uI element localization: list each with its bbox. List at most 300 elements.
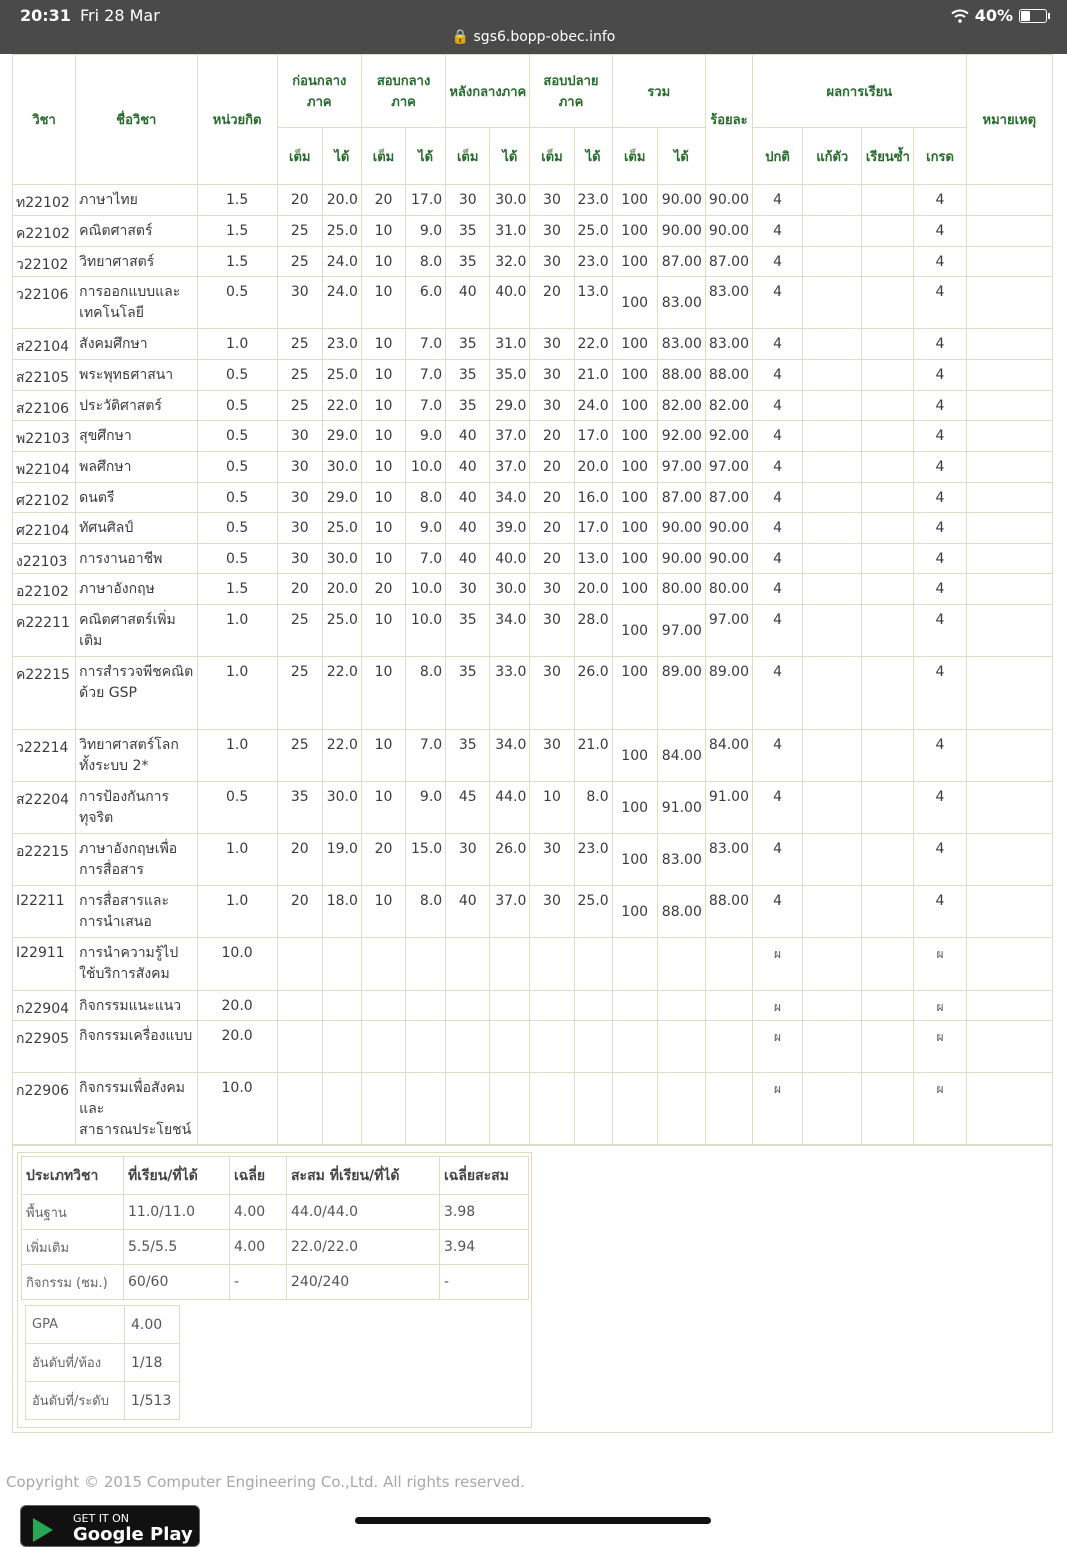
subject-name: กิจกรรมเพื่อสังคมและสาธารณประโยชน์	[76, 1073, 197, 1146]
table-row	[13, 938, 1053, 991]
remark	[966, 605, 1052, 657]
final-full: 20	[530, 452, 574, 483]
total-got: 87.00	[657, 247, 705, 277]
result-repeat	[862, 277, 914, 329]
header-midterm: สอบกลางภาค	[361, 55, 445, 128]
subject-code: พ22103	[13, 421, 76, 452]
pre-midterm-full: 20	[277, 574, 322, 605]
total-got: 90.00	[657, 216, 705, 247]
midterm-full: 10	[361, 360, 405, 391]
status-date: Fri 28 Mar	[80, 6, 160, 25]
final-got: 25.0	[574, 886, 612, 938]
grade: 4	[914, 247, 966, 277]
table-row	[13, 247, 1053, 277]
summary-type: เพิ่มเติม	[22, 1230, 124, 1265]
grade: 4	[914, 544, 966, 574]
remark	[966, 513, 1052, 544]
midterm-full: 10	[361, 452, 405, 483]
final-got: 17.0	[574, 513, 612, 544]
final-full: 30	[530, 730, 574, 782]
remark	[966, 938, 1052, 991]
percent: 87.00	[705, 247, 752, 277]
percent: 84.00	[705, 730, 752, 782]
result-repeat	[862, 391, 914, 421]
pre-midterm-full: 25	[277, 391, 322, 421]
credits: 10.0	[197, 938, 277, 991]
grade-rows	[13, 185, 1053, 1146]
grade: 4	[914, 421, 966, 452]
table-row	[13, 513, 1053, 544]
summary-average: 4.00	[230, 1195, 287, 1230]
google-play-badge[interactable]	[20, 1505, 200, 1547]
total-full	[612, 991, 657, 1021]
midterm-got: 7.0	[406, 360, 446, 391]
credits: 10.0	[197, 1073, 277, 1146]
final-full	[530, 991, 574, 1021]
grade: 4	[914, 391, 966, 421]
remark	[966, 391, 1052, 421]
total-got: 88.00	[657, 360, 705, 391]
result-repeat	[862, 483, 914, 513]
percent: 90.00	[705, 185, 752, 216]
percent	[705, 938, 752, 991]
final-full: 30	[530, 574, 574, 605]
total-full	[612, 1021, 657, 1073]
final-full: 20	[530, 483, 574, 513]
final-got: 13.0	[574, 544, 612, 574]
status-bar	[0, 0, 1067, 54]
remark	[966, 421, 1052, 452]
result-repeat	[862, 329, 914, 360]
result-correction	[803, 574, 862, 605]
final-full: 30	[530, 391, 574, 421]
post-midterm-full: 40	[446, 544, 490, 574]
post-midterm-got	[490, 1021, 530, 1073]
result-correction	[803, 277, 862, 329]
midterm-full: 10	[361, 247, 405, 277]
percent	[705, 991, 752, 1021]
final-got: 13.0	[574, 277, 612, 329]
summary-cumulative-average: 3.94	[440, 1230, 529, 1265]
remark	[966, 277, 1052, 329]
header-results: ผลการเรียน	[753, 55, 967, 128]
result-normal: 4	[753, 834, 803, 886]
post-midterm-got: 40.0	[490, 544, 530, 574]
post-midterm-full: 35	[446, 730, 490, 782]
total-got	[657, 1073, 705, 1146]
remark	[966, 991, 1052, 1021]
result-correction	[803, 421, 862, 452]
total-got: 88.00	[657, 886, 705, 938]
summary-header-average: เฉลี่ย	[230, 1157, 287, 1195]
percent: 97.00	[705, 605, 752, 657]
total-full: 100	[612, 730, 657, 782]
header-full: เต็ม	[530, 128, 574, 185]
percent: 80.00	[705, 574, 752, 605]
percent	[705, 1073, 752, 1146]
pre-midterm-got: 30.0	[322, 544, 361, 574]
url-text: sgs6.bopp-obec.info	[473, 29, 616, 45]
post-midterm-full: 35	[446, 216, 490, 247]
post-midterm-got: 39.0	[490, 513, 530, 544]
copyright-text: Copyright © 2015 Computer Engineering Co.,Ltd. All rights reserved.	[6, 1473, 525, 1491]
post-midterm-got: 35.0	[490, 360, 530, 391]
rank-class-label: อันดับที่/ห้อง	[26, 1344, 125, 1382]
badge-large-text: Google Play	[73, 1524, 193, 1545]
total-full: 100	[612, 391, 657, 421]
post-midterm-got: 29.0	[490, 391, 530, 421]
credits: 0.5	[197, 544, 277, 574]
result-correction	[803, 1073, 862, 1146]
final-full: 30	[530, 185, 574, 216]
final-full: 30	[530, 657, 574, 730]
subject-code: ส22106	[13, 391, 76, 421]
subject-name: พลศึกษา	[76, 452, 197, 483]
result-repeat	[862, 1021, 914, 1073]
grade: 4	[914, 730, 966, 782]
pre-midterm-got: 23.0	[322, 329, 361, 360]
result-repeat	[862, 605, 914, 657]
pre-midterm-got: 20.0	[322, 185, 361, 216]
result-repeat	[862, 730, 914, 782]
remark	[966, 782, 1052, 834]
result-correction	[803, 329, 862, 360]
percent: 83.00	[705, 834, 752, 886]
grade: 4	[914, 216, 966, 247]
post-midterm-full: 30	[446, 834, 490, 886]
result-normal: 4	[753, 513, 803, 544]
summary-cumulative-average: -	[440, 1265, 529, 1300]
pre-midterm-got: 25.0	[322, 216, 361, 247]
result-normal: 4	[753, 391, 803, 421]
table-row	[13, 329, 1053, 360]
total-got: 90.00	[657, 185, 705, 216]
pre-midterm-full	[277, 1073, 322, 1146]
total-got: 83.00	[657, 329, 705, 360]
result-normal: 4	[753, 730, 803, 782]
total-full: 100	[612, 513, 657, 544]
table-row	[13, 277, 1053, 329]
total-full: 100	[612, 185, 657, 216]
rank-level-label: อันดับที่/ระดับ	[26, 1382, 125, 1420]
summary-studied: 11.0/11.0	[124, 1195, 230, 1230]
midterm-full	[361, 1021, 405, 1073]
percent: 97.00	[705, 452, 752, 483]
total-full: 100	[612, 657, 657, 730]
total-got: 82.00	[657, 391, 705, 421]
percent: 83.00	[705, 329, 752, 360]
post-midterm-got: 37.0	[490, 886, 530, 938]
result-normal: ผ	[753, 1021, 803, 1073]
pre-midterm-got: 25.0	[322, 605, 361, 657]
credits: 1.0	[197, 605, 277, 657]
grade: 4	[914, 574, 966, 605]
midterm-full: 10	[361, 277, 405, 329]
midterm-got: 17.0	[406, 185, 446, 216]
post-midterm-full	[446, 1073, 490, 1146]
midterm-full	[361, 938, 405, 991]
post-midterm-got: 31.0	[490, 216, 530, 247]
credits: 1.0	[197, 329, 277, 360]
header-got: ได้	[322, 128, 361, 185]
summary-cumulative: 240/240	[287, 1265, 440, 1300]
subject-name: ประวัติศาสตร์	[76, 391, 197, 421]
table-row	[13, 605, 1053, 657]
result-normal: ผ	[753, 1073, 803, 1146]
pre-midterm-got: 18.0	[322, 886, 361, 938]
subject-name: การออกแบบและเทคโนโลยี	[76, 277, 197, 329]
remark	[966, 834, 1052, 886]
subject-code: I22211	[13, 886, 76, 938]
pre-midterm-full: 25	[277, 360, 322, 391]
remark	[966, 329, 1052, 360]
pre-midterm-full: 30	[277, 483, 322, 513]
subject-code: ว22102	[13, 247, 76, 277]
midterm-full: 20	[361, 574, 405, 605]
result-normal: ผ	[753, 991, 803, 1021]
subject-name: คณิตศาสตร์	[76, 216, 197, 247]
post-midterm-got: 26.0	[490, 834, 530, 886]
summary-header-studied: ที่เรียน/ที่ได้	[124, 1157, 230, 1195]
final-got	[574, 938, 612, 991]
credits: 0.5	[197, 277, 277, 329]
percent: 92.00	[705, 421, 752, 452]
midterm-full: 10	[361, 605, 405, 657]
subject-name: การงานอาชีพ	[76, 544, 197, 574]
post-midterm-full: 40	[446, 452, 490, 483]
subject-code: ง22103	[13, 544, 76, 574]
midterm-full: 10	[361, 421, 405, 452]
final-full	[530, 1073, 574, 1146]
pre-midterm-got: 24.0	[322, 247, 361, 277]
midterm-got: 8.0	[406, 483, 446, 513]
post-midterm-got	[490, 1073, 530, 1146]
total-got: 97.00	[657, 452, 705, 483]
subject-code: ส22105	[13, 360, 76, 391]
final-got: 21.0	[574, 730, 612, 782]
final-full	[530, 1021, 574, 1073]
total-got: 83.00	[657, 834, 705, 886]
percent: 90.00	[705, 513, 752, 544]
gpa-value: 4.00	[125, 1306, 180, 1344]
summary-average: 4.00	[230, 1230, 287, 1265]
remark	[966, 247, 1052, 277]
post-midterm-full: 35	[446, 360, 490, 391]
subject-code: ค22215	[13, 657, 76, 730]
pre-midterm-got: 20.0	[322, 574, 361, 605]
post-midterm-full	[446, 1021, 490, 1073]
total-got	[657, 938, 705, 991]
percent: 88.00	[705, 360, 752, 391]
result-correction	[803, 938, 862, 991]
post-midterm-full: 45	[446, 782, 490, 834]
final-got: 28.0	[574, 605, 612, 657]
percent: 91.00	[705, 782, 752, 834]
table-row	[13, 421, 1053, 452]
midterm-full: 10	[361, 329, 405, 360]
result-repeat	[862, 574, 914, 605]
summary-average: -	[230, 1265, 287, 1300]
total-full: 100	[612, 360, 657, 391]
result-normal: 4	[753, 452, 803, 483]
credits: 0.5	[197, 483, 277, 513]
subject-name: ภาษาอังกฤษ	[76, 574, 197, 605]
summary-row	[22, 1265, 529, 1300]
post-midterm-full: 30	[446, 185, 490, 216]
grade: 4	[914, 513, 966, 544]
subject-name: การนำความรู้ไปใช้บริการสังคม	[76, 938, 197, 991]
result-repeat	[862, 452, 914, 483]
final-full: 20	[530, 544, 574, 574]
post-midterm-got: 37.0	[490, 452, 530, 483]
final-full: 30	[530, 360, 574, 391]
table-row	[13, 216, 1053, 247]
table-row	[13, 886, 1053, 938]
result-correction	[803, 605, 862, 657]
percent: 83.00	[705, 277, 752, 329]
post-midterm-got: 40.0	[490, 277, 530, 329]
summary-header-type: ประเภทวิชา	[22, 1157, 124, 1195]
table-row	[13, 544, 1053, 574]
midterm-got: 10.0	[406, 605, 446, 657]
total-got: 83.00	[657, 277, 705, 329]
rank-class-value: 1/18	[125, 1344, 180, 1382]
summary-cumulative: 44.0/44.0	[287, 1195, 440, 1230]
credits: 1.5	[197, 185, 277, 216]
pre-midterm-got: 22.0	[322, 657, 361, 730]
result-normal: 4	[753, 185, 803, 216]
pre-midterm-full	[277, 1021, 322, 1073]
subject-code: อ22215	[13, 834, 76, 886]
midterm-got	[406, 1073, 446, 1146]
post-midterm-full: 35	[446, 391, 490, 421]
midterm-got	[406, 938, 446, 991]
pre-midterm-full: 30	[277, 513, 322, 544]
percent	[705, 1021, 752, 1073]
midterm-full: 10	[361, 216, 405, 247]
result-correction	[803, 247, 862, 277]
address-bar[interactable]	[0, 29, 1067, 45]
subject-name: กิจกรรมเครื่องแบบ	[76, 1021, 197, 1073]
pre-midterm-got: 24.0	[322, 277, 361, 329]
table-row	[13, 1021, 1053, 1073]
midterm-full: 10	[361, 544, 405, 574]
total-full: 100	[612, 483, 657, 513]
status-time: 20:31	[20, 6, 71, 25]
pre-midterm-full: 30	[277, 452, 322, 483]
grade: 4	[914, 657, 966, 730]
post-midterm-got: 34.0	[490, 483, 530, 513]
total-full	[612, 1073, 657, 1146]
pre-midterm-full: 20	[277, 185, 322, 216]
pre-midterm-full: 30	[277, 277, 322, 329]
header-correction: แก้ตัว	[803, 128, 862, 185]
summary-type: พื้นฐาน	[22, 1195, 124, 1230]
summary-cumulative-average: 3.98	[440, 1195, 529, 1230]
post-midterm-got: 34.0	[490, 605, 530, 657]
grade: 4	[914, 886, 966, 938]
grade: 4	[914, 277, 966, 329]
total-got: 92.00	[657, 421, 705, 452]
subject-code: ก22906	[13, 1073, 76, 1146]
final-got: 20.0	[574, 452, 612, 483]
grade: 4	[914, 483, 966, 513]
final-full: 30	[530, 216, 574, 247]
pre-midterm-full: 35	[277, 782, 322, 834]
subject-name: สุขศึกษา	[76, 421, 197, 452]
total-got: 90.00	[657, 544, 705, 574]
header-full: เต็ม	[361, 128, 405, 185]
remark	[966, 185, 1052, 216]
midterm-got: 7.0	[406, 329, 446, 360]
header-remark: หมายเหตุ	[966, 55, 1052, 185]
result-repeat	[862, 657, 914, 730]
subject-code: ส22104	[13, 329, 76, 360]
pre-midterm-full: 25	[277, 730, 322, 782]
grade: ผ	[914, 991, 966, 1021]
result-correction	[803, 544, 862, 574]
rank-level-row	[26, 1382, 180, 1420]
subject-code: I22911	[13, 938, 76, 991]
pre-midterm-got	[322, 1021, 361, 1073]
result-repeat	[862, 513, 914, 544]
header-total: รวม	[612, 55, 705, 128]
summary-header-cumulative: สะสม ที่เรียน/ที่ได้	[287, 1157, 440, 1195]
pre-midterm-got	[322, 991, 361, 1021]
total-full: 100	[612, 886, 657, 938]
result-repeat	[862, 216, 914, 247]
result-correction	[803, 991, 862, 1021]
final-got	[574, 1073, 612, 1146]
post-midterm-got: 30.0	[490, 574, 530, 605]
final-got: 16.0	[574, 483, 612, 513]
home-indicator[interactable]	[355, 1517, 711, 1524]
gpa-table	[25, 1305, 180, 1420]
post-midterm-got	[490, 991, 530, 1021]
subject-code: ส22204	[13, 782, 76, 834]
result-repeat	[862, 247, 914, 277]
credits: 1.5	[197, 574, 277, 605]
remark	[966, 452, 1052, 483]
pre-midterm-got: 19.0	[322, 834, 361, 886]
result-normal: 4	[753, 360, 803, 391]
pre-midterm-got: 25.0	[322, 513, 361, 544]
subject-name: การสำรวจพีชคณิตด้วย GSP	[76, 657, 197, 730]
play-store-icon	[33, 1518, 53, 1542]
summary-row	[22, 1195, 529, 1230]
subject-code: ศ22104	[13, 513, 76, 544]
post-midterm-full: 40	[446, 886, 490, 938]
result-normal: 4	[753, 886, 803, 938]
post-midterm-full: 40	[446, 483, 490, 513]
table-row	[13, 1073, 1053, 1146]
total-got	[657, 1021, 705, 1073]
pre-midterm-full: 30	[277, 421, 322, 452]
subject-code: ก22904	[13, 991, 76, 1021]
result-correction	[803, 483, 862, 513]
post-midterm-full: 35	[446, 329, 490, 360]
midterm-got: 9.0	[406, 782, 446, 834]
pre-midterm-got: 30.0	[322, 782, 361, 834]
result-repeat	[862, 991, 914, 1021]
rank-level-value: 1/513	[125, 1382, 180, 1420]
result-repeat	[862, 544, 914, 574]
table-row	[13, 834, 1053, 886]
post-midterm-got: 34.0	[490, 730, 530, 782]
pre-midterm-full: 25	[277, 329, 322, 360]
result-normal: 4	[753, 483, 803, 513]
post-midterm-full: 40	[446, 277, 490, 329]
